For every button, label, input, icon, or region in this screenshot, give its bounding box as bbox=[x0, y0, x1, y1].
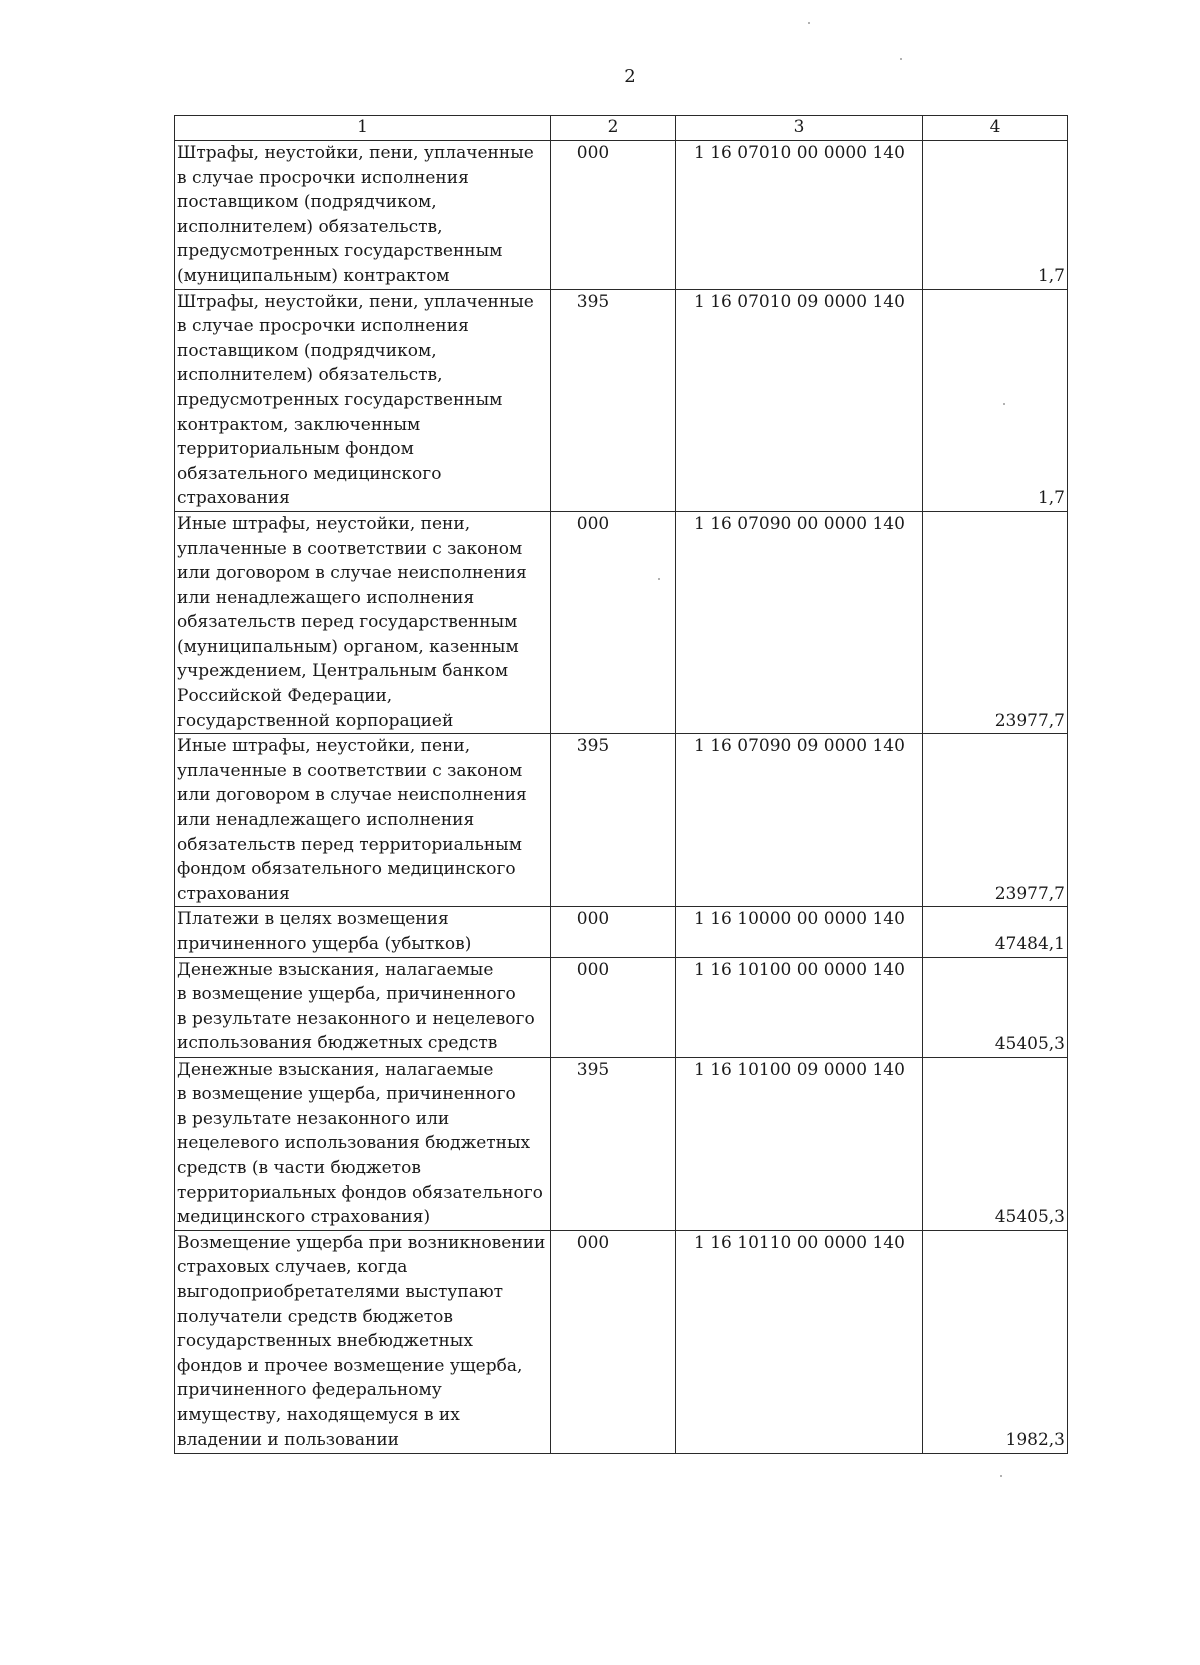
row-budget-code: 1 16 10110 00 0000 140 bbox=[676, 1230, 923, 1453]
column-header-3: 3 bbox=[676, 116, 923, 141]
row-name: Штрафы, неустойки, пени, уплаченные в случае просрочки исполнения поставщиком (подрядчиком, исполнителем) обязательств, предусмотренных государственным контрактом, заключенным территориальным фондом обязательного медицинского страхования bbox=[175, 289, 551, 511]
table-row bbox=[175, 1057, 1068, 1230]
row-budget-code: 1 16 10100 00 0000 140 bbox=[676, 957, 923, 1057]
row-amount: 47484,1 bbox=[923, 907, 1068, 957]
row-amount: 45405,3 bbox=[923, 957, 1068, 1057]
page-number: 2 bbox=[624, 66, 636, 87]
row-admin-code: 000 bbox=[551, 1230, 676, 1453]
table-row bbox=[175, 957, 1068, 1057]
row-budget-code: 1 16 10000 00 0000 140 bbox=[676, 907, 923, 957]
column-header-1: 1 bbox=[175, 116, 551, 141]
row-budget-code: 1 16 07010 09 0000 140 bbox=[676, 289, 923, 511]
table-row bbox=[175, 1230, 1068, 1453]
row-admin-code: 395 bbox=[551, 289, 676, 511]
row-amount: 1982,3 bbox=[923, 1230, 1068, 1453]
scan-speck bbox=[658, 578, 660, 580]
row-name: Платежи в целях возмещения причиненного ущерба (убытков) bbox=[175, 907, 551, 957]
row-admin-code: 000 bbox=[551, 907, 676, 957]
table-row bbox=[175, 907, 1068, 957]
row-amount: 1,7 bbox=[923, 141, 1068, 290]
row-budget-code: 1 16 07090 00 0000 140 bbox=[676, 511, 923, 733]
row-budget-code: 1 16 07010 00 0000 140 bbox=[676, 141, 923, 290]
row-budget-code: 1 16 10100 09 0000 140 bbox=[676, 1057, 923, 1230]
row-name: Штрафы, неустойки, пени, уплаченные в случае просрочки исполнения поставщиком (подрядчиком, исполнителем) обязательств, предусмотренных государственным (муниципальным) контрактом bbox=[175, 141, 551, 290]
row-admin-code: 395 bbox=[551, 734, 676, 907]
scan-speck bbox=[808, 22, 810, 24]
row-amount: 23977,7 bbox=[923, 511, 1068, 733]
scan-speck bbox=[1003, 403, 1005, 405]
row-name: Денежные взыскания, налагаемые в возмещение ущерба, причиненного в результате незаконного или нецелевого использования бюджетных средств (в части бюджетов территориальных фондов обязательного медицинского страхования) bbox=[175, 1057, 551, 1230]
row-amount: 1,7 bbox=[923, 289, 1068, 511]
row-name: Иные штрафы, неустойки, пени, уплаченные в соответствии с законом или договором в случае неисполнения или ненадлежащего исполнения обязательств перед государственным (муниципальным) органом, казенным учреждением, Центральным банком Российской Федерации, государственной корпорацией bbox=[175, 511, 551, 733]
row-admin-code: 000 bbox=[551, 511, 676, 733]
table-row bbox=[175, 289, 1068, 511]
column-header-4: 4 bbox=[923, 116, 1068, 141]
table-row bbox=[175, 734, 1068, 907]
table-row bbox=[175, 141, 1068, 290]
table-header-row bbox=[175, 116, 1068, 141]
scan-speck bbox=[1000, 1475, 1002, 1477]
row-amount: 23977,7 bbox=[923, 734, 1068, 907]
scan-speck bbox=[900, 58, 902, 60]
table-row bbox=[175, 511, 1068, 733]
column-header-2: 2 bbox=[551, 116, 676, 141]
budget-table bbox=[174, 115, 1068, 1454]
row-budget-code: 1 16 07090 09 0000 140 bbox=[676, 734, 923, 907]
row-name: Денежные взыскания, налагаемые в возмещение ущерба, причиненного в результате незаконного и нецелевого использования бюджетных средств bbox=[175, 957, 551, 1057]
row-admin-code: 000 bbox=[551, 957, 676, 1057]
row-name: Возмещение ущерба при возникновении страховых случаев, когда выгодоприобретателями выступают получатели средств бюджетов государственных внебюджетных фондов и прочее возмещение ущерба, причиненного федеральному имуществу, находящемуся в их владении и пользовании bbox=[175, 1230, 551, 1453]
row-admin-code: 000 bbox=[551, 141, 676, 290]
row-name: Иные штрафы, неустойки, пени, уплаченные в соответствии с законом или договором в случае неисполнения или ненадлежащего исполнения обязательств перед территориальным фондом обязательного медицинского страхования bbox=[175, 734, 551, 907]
row-admin-code: 395 bbox=[551, 1057, 676, 1230]
row-amount: 45405,3 bbox=[923, 1057, 1068, 1230]
